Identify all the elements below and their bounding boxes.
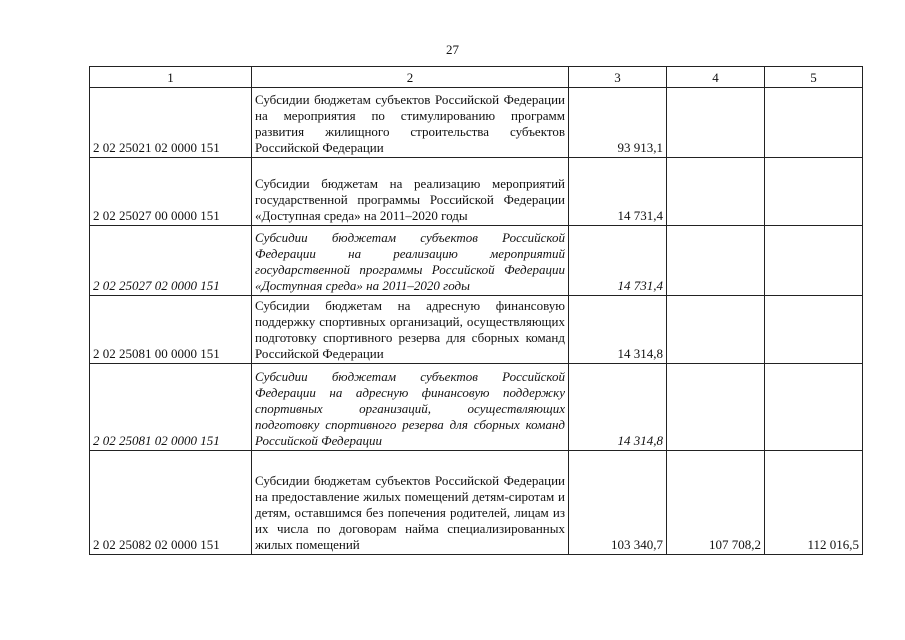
value-col-5: 112 016,5 — [765, 451, 863, 555]
value-col-5 — [765, 88, 863, 158]
description: Субсидии бюджетам субъектов Российской Федерации на мероприятия по стимулированию программ развития жилищного строительства субъектов Российской Федерации — [252, 88, 569, 158]
value-col-5 — [765, 226, 863, 296]
value-col-4 — [667, 226, 765, 296]
description: Субсидии бюджетам субъектов Российской Федерации на реализацию мероприятий государственной программы Российской Федерации «Доступная среда» на 2011–2020 годы — [252, 226, 569, 296]
table-row — [90, 158, 863, 226]
value-col-3: 93 913,1 — [569, 88, 667, 158]
budget-code: 2 02 25081 00 0000 151 — [90, 296, 252, 364]
value-col-5 — [765, 158, 863, 226]
description: Субсидии бюджетам субъектов Российской Федерации на адресную финансовую поддержку спортивных организаций, осуществляющих подготовку спортивного резерва для сборных команд Российской Федерации — [252, 364, 569, 451]
page-number: 27 — [446, 42, 459, 57]
value-col-3: 14 731,4 — [569, 226, 667, 296]
budget-code: 2 02 25081 02 0000 151 — [90, 364, 252, 451]
budget-table — [89, 66, 863, 555]
header-col-2: 2 — [252, 67, 569, 88]
value-col-4 — [667, 158, 765, 226]
description: Субсидии бюджетам субъектов Российской Федерации на предоставление жилых помещений детям-сиротам и детям, оставшимся без попечения родителей, лицам из их числа по договорам найма специализированных жилых помещений — [252, 451, 569, 555]
description: Субсидии бюджетам на реализацию мероприятий государственной программы Российской Федерации «Доступная среда» на 2011–2020 годы — [252, 158, 569, 226]
budget-code: 2 02 25027 02 0000 151 — [90, 226, 252, 296]
table-row — [90, 88, 863, 158]
table-row — [90, 226, 863, 296]
value-col-3: 14 314,8 — [569, 296, 667, 364]
value-col-4: 107 708,2 — [667, 451, 765, 555]
header-col-4: 4 — [667, 67, 765, 88]
budget-code: 2 02 25082 02 0000 151 — [90, 451, 252, 555]
header-col-3: 3 — [569, 67, 667, 88]
value-col-4 — [667, 88, 765, 158]
table-row — [90, 451, 863, 555]
table-row — [90, 296, 863, 364]
value-col-4 — [667, 296, 765, 364]
budget-code: 2 02 25021 02 0000 151 — [90, 88, 252, 158]
description: Субсидии бюджетам на адресную финансовую поддержку спортивных организаций, осуществляющих подготовку спортивного резерва для сборных команд Российской Федерации — [252, 296, 569, 364]
table-row — [90, 364, 863, 451]
header-row — [90, 67, 863, 88]
value-col-5 — [765, 364, 863, 451]
budget-code: 2 02 25027 00 0000 151 — [90, 158, 252, 226]
value-col-3: 14 314,8 — [569, 364, 667, 451]
value-col-3: 103 340,7 — [569, 451, 667, 555]
header-col-5: 5 — [765, 67, 863, 88]
value-col-3: 14 731,4 — [569, 158, 667, 226]
value-col-4 — [667, 364, 765, 451]
value-col-5 — [765, 296, 863, 364]
header-col-1: 1 — [90, 67, 252, 88]
